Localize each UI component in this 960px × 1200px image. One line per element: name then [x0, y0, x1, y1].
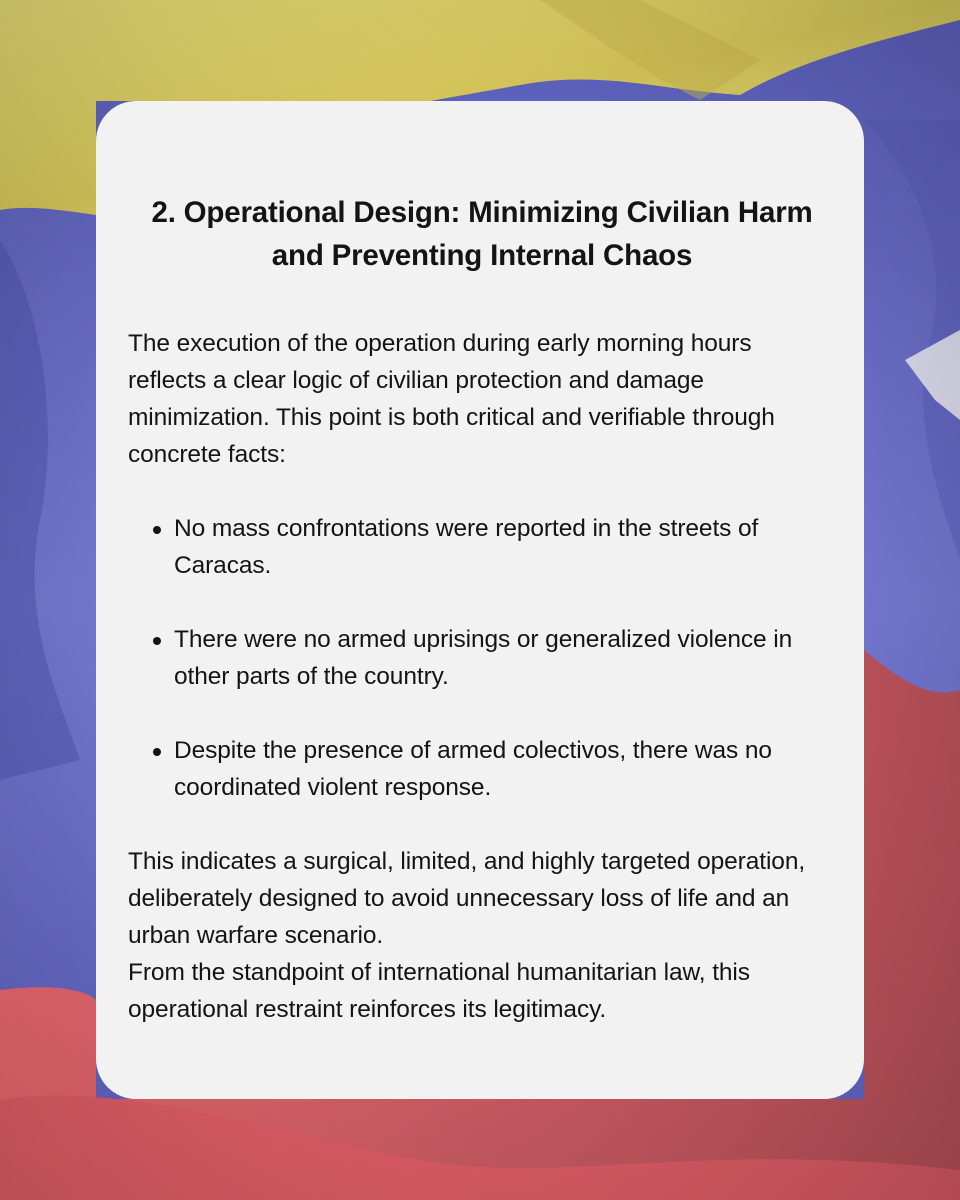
intro-paragraph: The execution of the operation during early morning hours reflects a clear logic of civilian protection and damage minimization. This point is both critical and verifiable through concrete facts:: [128, 330, 775, 468]
list-item: [128, 510, 824, 584]
bullet-text: Despite the presence of armed colectivos, there was no coordinated violent response.: [174, 737, 772, 801]
list-item: [128, 621, 824, 695]
legal-paragraph: From the standpoint of international humanitarian law, this operational restraint reinforces its legitimacy.: [128, 959, 750, 1023]
bullet-icon: [153, 637, 161, 645]
bullet-text: There were no armed uprisings or generalized violence in other parts of the country.: [174, 626, 793, 690]
card-title: 2. Operational Design: Minimizing Civilian Harm and Preventing Internal Chaos: [151, 196, 813, 272]
bullet-icon: [153, 748, 161, 756]
list-item: [128, 732, 824, 806]
bullet-icon: [153, 526, 161, 534]
bullet-list: [128, 510, 824, 806]
content-card: [96, 101, 864, 1099]
conclusion-paragraph: This indicates a surgical, limited, and highly targeted operation, deliberately designed to avoid unnecessary loss of life and an urban warfare scenario.: [128, 848, 806, 949]
bullet-text: No mass confrontations were reported in the streets of Caracas.: [174, 515, 759, 579]
